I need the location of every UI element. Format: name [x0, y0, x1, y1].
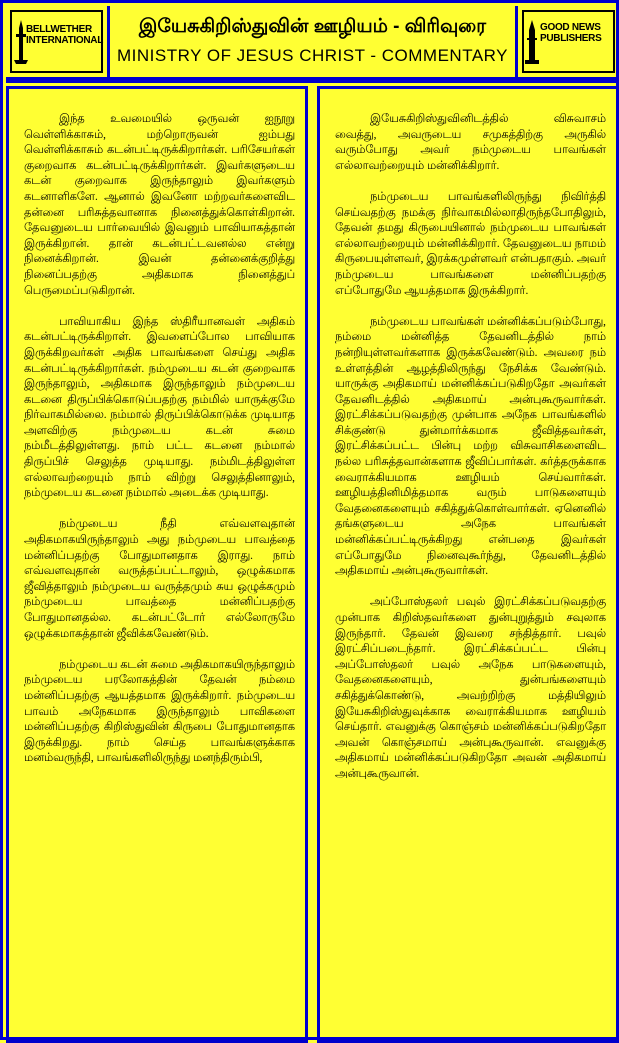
- page-title-english: MINISTRY OF JESUS CHRIST - COMMENTARY: [117, 46, 508, 65]
- paragraph: நம்முடைய கடன் சுமை அதிகமாகயிருந்தாலும் நம்முடைய பரலோகத்தின் தேவன் நம்மை மன்னிப்பதற்கு ஆயத்தமாக இருக்கிறார். நம்முடைய பாவம் அநேகமாக இருந்தாலும் பாவிகளை மன்னிப்பதற்கு கிறிஸ்துவின் கிருபை போதுமானதாக இருக்கிறது. நாம் செய்த பாவங்களுக்காக மனம்வருந்தி, பாவங்களிலிருந்து மனந்திரும்பி,: [24, 658, 295, 765]
- left-logo-text: BELLWETHER INTERNATIONAL: [26, 24, 104, 46]
- paragraph: பாவியாகிய இந்த ஸ்திரீயானவள் அதிகம் கடன்பட்டிருக்கிறாள். இவளைப்போல பாவியாக இருக்கிறவர்கள் அதிக பாவங்களை செய்து அதிக கடன்பட்டிருக்கிறார்கள். நம்முடைய கடன் குறைவாக இருந்தாலும், அதிகமாக இருந்தாலும் நம்முடைய கடனை திருப்பிக்கொடுப்பதற்கு நம்மில் யாருக்குமே நிர்வாகமில்லை. நம்மால் திருப்பிக்கொடுக்க முடியாத அளவிற்கு நம்முடைய கடன் சுமை நம்மீடத்திலுள்ளது. நாம் பட்ட கடனை நம்மால் திருப்பிச் செலுத்த முடியாது. நம்மிடத்திலுள்ள எல்லாவற்றையும் நாம் விற்று செலுத்தினாலும், நம்முடைய கடனை நம்மால் அடைக்க முடியாது.: [24, 315, 295, 500]
- page-header: [6, 6, 619, 80]
- left-column: [6, 86, 308, 1043]
- right-column-text: [335, 112, 606, 798]
- paragraph: நம்முடைய நீதி எவ்வளவுதான் அதிகமாகயிருந்தாலும் அது நம்முடைய பாவத்தை மன்னிப்பதற்கு போதுமானதாக இராது. நாம் எவ்வளவுதான் வருத்தப்பட்டாலும், ஒழுக்கமாக ஜீவித்தாலும் நம்முடைய வருத்தமும் சுய ஒழுக்கமும் நம்முடைய பாவத்தை மன்னிப்பதற்கு போதுமானதல்ல. கடன்பட்டோர் எல்லோருமே ஒழுக்கமாகத்தான் ஜீவிக்கவேண்டும்.: [24, 518, 295, 640]
- paragraph: இந்த உவமையில் ஒருவன் ஐநூறு வெள்ளிக்காசும், மற்றொருவன் ஐம்பது வெள்ளிக்காசும் கடன்பட்டிருக்கிறார்கள். பரிசேயர்கள் குறைவாக கடன்பட்டிருக்கிறார்கள். இவர்களுடைய கடன் குறைவாக இருந்தாலும் இவர்களும் கடனாளிகளே. ஆனால் இவனோ மற்றவர்களைவிட தன்னை பரிசுத்தவானாக நினைத்துக்கொள்கிறான். தேவனுடைய பார்வையில் இவனும் பாவியாகத்தான் இருக்கிறான். தான் கடன்பட்டவனல்ல என்று நினைக்கிறான். இவன் தன்னைக்குறித்து நினைப்பதற்கு அதிகமாக நினைத்துப் பெருமைப்படுகிறான்.: [24, 113, 295, 297]
- good-news-logo: [515, 6, 619, 77]
- paragraph: நம்முடைய பாவங்களிலிருந்து நிவிர்த்தி செய்வதற்கு நமக்கு நிர்வாகமில்லாதிருந்தபோதிலும், தேவன் தமது கிருபையினால் நம்முடைய பாவங்கள் எல்லாவற்றையும் மன்னிக்கிறார். தேவனுடைய நாமம் கிருபையுள்ளவர், இரக்கமுள்ளவர் என்பதாகும். அவர் நம்முடைய பாவங்களை மன்னிப்பதற்கு எப்போதுமே ஆயத்தமாக இருக்கிறார்.: [335, 190, 606, 297]
- title-block: [110, 6, 515, 77]
- right-column: [317, 86, 619, 1043]
- paragraph: அப்போஸ்தலர் பவுல் இரட்சிக்கப்படுவதற்கு முன்பாக கிறிஸ்தவர்களை துன்புறுத்தும் சவுலாக இருந்தார். தேவன் இவரை சந்தித்தார். பவுல் இரட்சிப்படைந்தார். இரட்சிக்கப்பட்ட பின்பு அப்போஸ்தலர் பவுல் அநேக பாடுகளையும், வேதனைகளையும், துன்பங்களையும் சகித்துக்கொண்டு, அவற்றிற்கு மத்தியிலும் இயேசுகிறிஸ்துவுக்காக வைராக்கியமாக ஊழியம் செய்தார். எவனுக்கு கொஞ்சம் மன்னிக்கப்படுகிறதோ அவன் கொஞ்சமாய் அன்புகூருவான். எவனுக்கு அதிகமாய் மன்னிக்கப்படுகிறதோ அவன் அதிகமாய் அன்புகூருவான்.: [335, 596, 606, 780]
- left-column-text: [24, 112, 295, 783]
- bellwether-logo: [6, 6, 110, 77]
- page-title-tamil: இயேசுகிறிஸ்துவின் ஊழியம் - விரிவுரை: [138, 16, 487, 37]
- paragraph: நம்முடைய பாவங்கள் மன்னிக்கப்படும்போது, நம்மை மன்னித்த தேவனிடத்தில் நாம் நன்றியுள்ளவர்களாக இருக்கவேண்டும். அவரை நம் உள்ளத்தின் ஆழத்திலிருந்து நேசிக்க வேண்டும். யாருக்கு அதிகமாய் மன்னிக்கப்படுகிறதோ அவர்கள் தேவனிடத்தில் அதிகமாய் அன்புகூருவார்கள். இரட்சிக்கப்படுவதற்கு முன்பாக அநேக பாவங்களில் சிக்குண்டு துன்மார்க்கமாக ஜீவித்தவர்கள், இரட்சிக்கப்பட்ட பின்பு மற்ற விசுவாசிகளைவிட நல்ல பரிசுத்தவான்களாக ஜீவிப்பார்கள். கர்த்தருக்காக வைராக்கியமாக ஊழியம் செய்வார்கள். ஊழியத்தினிமித்தமாக வரும் பாடுகளையும் வேதனைகளையும் சகித்துக்கொள்வார்கள். ஏனெனில் தங்களுடைய அநேக பாவங்கள் மன்னிக்கப்பட்டிருக்கிறது என்பதை இவர்கள் எப்போதுமே நினைவுகூர்ந்து, தேவனிடத்தில் அதிகமாய் அன்புகூருவார்கள்.: [335, 315, 606, 578]
- paragraph: இயேசுகிறிஸ்துவினிடத்தில் விசுவாசம் வைத்து, அவருடைய சமுகத்திற்கு அருகில் வரும்போது அவர் நம்முடைய பாவங்கள் எல்லாவற்றையும் மன்னிக்கிறார்.: [335, 113, 606, 172]
- tower-icon: [524, 20, 540, 64]
- right-logo-text: GOOD NEWS PUBLISHERS: [540, 22, 602, 44]
- content-area: [6, 80, 619, 1040]
